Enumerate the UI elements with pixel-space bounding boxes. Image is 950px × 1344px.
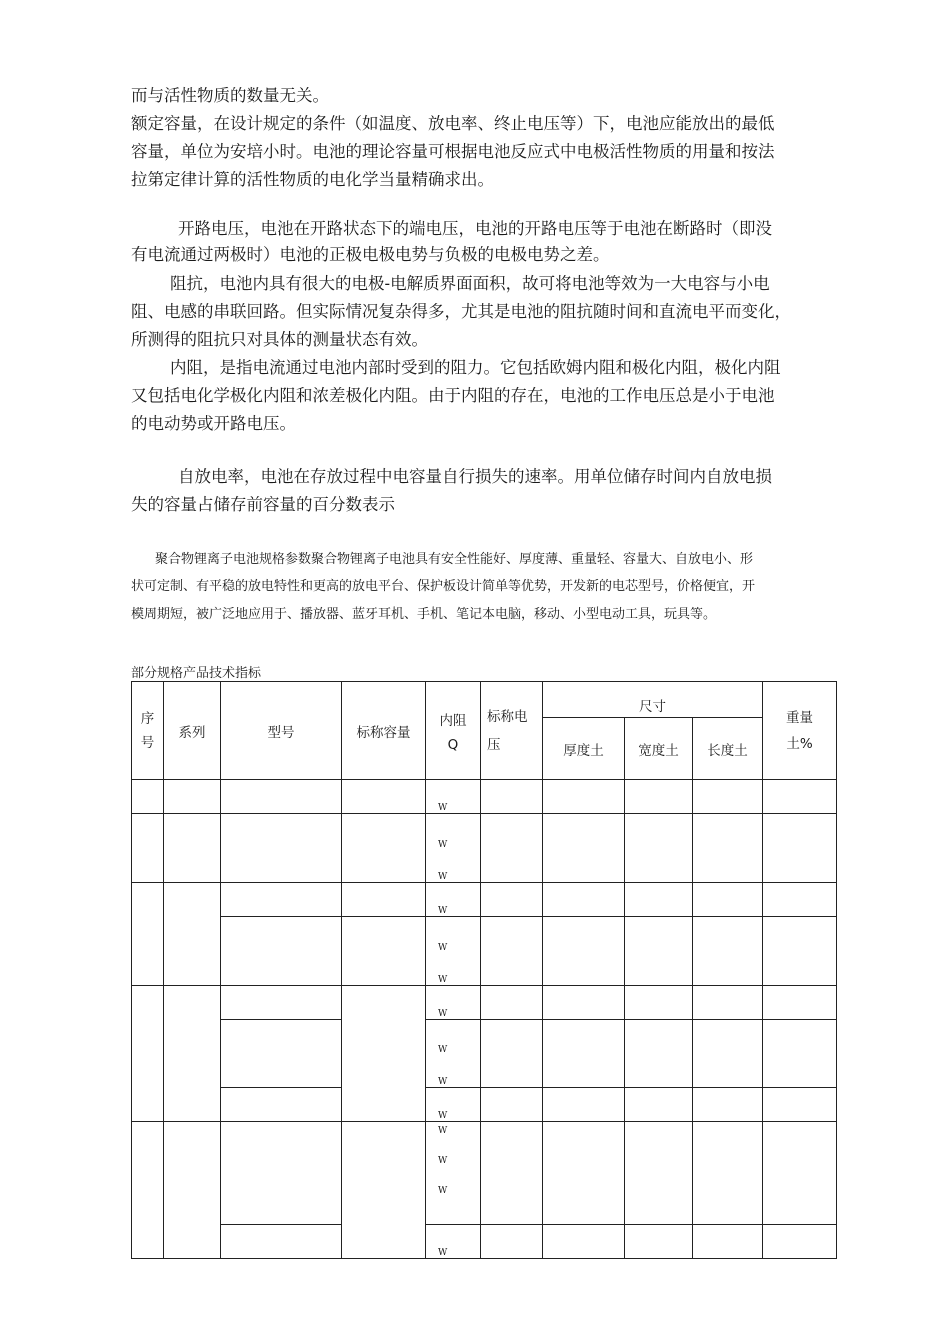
table-cell — [221, 1122, 342, 1225]
table-cell — [481, 917, 543, 986]
resistance-cell — [426, 1225, 481, 1259]
paragraph-5-line-1: 内阻，是指电流通过电池内部时受到的阻力。它包括欧姆内阻和极化内阻，极化内阻 — [170, 358, 781, 377]
table-cell — [221, 1225, 342, 1259]
table-caption: 部分规格产品技术指标 — [131, 666, 262, 681]
w-mark: W — [438, 1156, 448, 1166]
table-header-row-1 — [132, 682, 837, 718]
table-cell — [221, 1088, 342, 1122]
header-model: 型号 — [221, 682, 342, 780]
table-cell — [763, 780, 837, 814]
table-cell — [763, 986, 837, 1020]
table-cell — [342, 917, 426, 986]
table-cell — [132, 1122, 164, 1259]
table-cell — [693, 1020, 763, 1088]
table-cell — [481, 1020, 543, 1088]
table-cell — [132, 986, 164, 1122]
table-cell — [625, 1088, 693, 1122]
w-mark: W — [438, 1009, 448, 1019]
w-mark: W — [438, 840, 448, 850]
table-cell — [543, 917, 625, 986]
table-row — [132, 780, 837, 814]
table-cell — [543, 1020, 625, 1088]
paragraph-7-line-2: 状可定制、有平稳的放电特性和更高的放电平台、保护板设计简单等优势，开发新的电芯型号，价格便宜，开 — [131, 579, 756, 594]
table-cell — [342, 1122, 426, 1259]
table-cell — [693, 1225, 763, 1259]
header-weight: 重量 土% — [763, 682, 837, 780]
table-cell — [221, 814, 342, 883]
table-cell — [763, 814, 837, 883]
paragraph-6-line-1: 自放电率，电池在存放过程中电容量自行损失的速率。用单位储存时间内自放电损 — [178, 467, 772, 486]
table-cell — [481, 986, 543, 1020]
table-cell — [543, 1225, 625, 1259]
table-cell — [543, 780, 625, 814]
table-cell — [625, 814, 693, 883]
resistance-cell — [426, 1020, 481, 1088]
table-cell — [625, 1020, 693, 1088]
table-cell — [693, 814, 763, 883]
paragraph-4-line-3: 所测得的阻抗只对具体的测量状态有效。 — [131, 330, 428, 349]
paragraph-2-line-3: 拉第定律计算的活性物质的电化学当量精确求出。 — [131, 170, 494, 189]
header-seq: 序 号 — [132, 682, 164, 780]
table-row — [132, 1020, 837, 1088]
table-row — [132, 917, 837, 986]
table-cell — [342, 883, 426, 917]
table-cell — [693, 883, 763, 917]
table-cell — [625, 780, 693, 814]
resistance-cell — [426, 883, 481, 917]
w-mark: W — [438, 1111, 448, 1121]
resistance-cell — [426, 780, 481, 814]
table-cell — [481, 1225, 543, 1259]
table-cell — [221, 986, 342, 1020]
paragraph-1-line-1: 而与活性物质的数量无关。 — [131, 86, 329, 105]
table-cell — [543, 986, 625, 1020]
table-cell — [763, 883, 837, 917]
table-cell — [221, 917, 342, 986]
table-cell — [221, 883, 342, 917]
paragraph-5-line-3: 的电动势或开路电压。 — [131, 414, 296, 433]
table-cell — [164, 780, 221, 814]
w-mark: W — [438, 1126, 448, 1136]
table-cell — [763, 1225, 837, 1259]
table-row — [132, 1088, 837, 1122]
paragraph-4-line-2: 阻、电感的串联回路。但实际情况复杂得多，尤其是电池的阻抗随时间和直流电平而变化， — [131, 302, 791, 321]
table-cell — [625, 986, 693, 1020]
table-cell — [221, 780, 342, 814]
table-row — [132, 986, 837, 1020]
paragraph-5-line-2: 又包括电化学极化内阻和浓差极化内阻。由于内阻的存在，电池的工作电压总是小于电池 — [131, 386, 775, 405]
table-row — [132, 1122, 837, 1225]
paragraph-4-line-1: 阻抗，电池内具有很大的电极-电解质界面面积，故可将电池等效为一大电容与小电 — [170, 274, 770, 293]
w-mark: W — [438, 1077, 448, 1087]
header-voltage: 标称电 压 — [481, 682, 543, 780]
paragraph-3-line-1: 开路电压，电池在开路状态下的端电压，电池的开路电压等于电池在断路时（即没 — [178, 219, 772, 238]
spec-table — [131, 681, 837, 1259]
w-mark: W — [438, 906, 448, 916]
table-cell — [693, 780, 763, 814]
table-row — [132, 1225, 837, 1259]
table-cell — [625, 1122, 693, 1225]
table-cell — [543, 1122, 625, 1225]
table-cell — [481, 780, 543, 814]
table-cell — [342, 986, 426, 1122]
header-capacity: 标称容量 — [342, 682, 426, 780]
table-cell — [164, 1122, 221, 1259]
table-cell — [342, 780, 426, 814]
resistance-cell — [426, 917, 481, 986]
table-cell — [763, 917, 837, 986]
header-length: 长度土 — [693, 718, 763, 780]
table-cell — [543, 1088, 625, 1122]
header-thickness: 厚度土 — [543, 718, 625, 780]
resistance-cell — [426, 814, 481, 883]
table-cell — [543, 883, 625, 917]
table-cell — [164, 986, 221, 1122]
paragraph-2-line-1: 额定容量，在设计规定的条件（如温度、放电率、终止电压等）下，电池应能放出的最低 — [131, 114, 775, 133]
paragraph-7-line-3: 模周期短，被广泛地应用于、播放器、蓝牙耳机、手机、笔记本电脑，移动、小型电动工具，玩具等。 — [131, 607, 717, 622]
w-mark: W — [438, 1045, 448, 1055]
header-series: 系列 — [164, 682, 221, 780]
table-cell — [625, 917, 693, 986]
w-mark: W — [438, 943, 448, 953]
table-cell — [481, 814, 543, 883]
table-cell — [693, 1088, 763, 1122]
w-mark: W — [438, 872, 448, 882]
resistance-cell — [426, 1122, 481, 1225]
table-cell — [763, 1088, 837, 1122]
paragraph-2-line-2: 容量，单位为安培小时。电池的理论容量可根据电池反应式中电极活性物质的用量和按法 — [131, 142, 775, 161]
paragraph-3-line-2: 有电流通过两极时）电池的正极电极电势与负极的电极电势之差。 — [131, 245, 610, 264]
w-mark: W — [438, 1186, 448, 1196]
table-cell — [625, 883, 693, 917]
table-cell — [164, 883, 221, 986]
table-row — [132, 883, 837, 917]
table-cell — [164, 814, 221, 883]
resistance-cell — [426, 986, 481, 1020]
w-mark: W — [438, 803, 448, 813]
table-cell — [132, 780, 164, 814]
table-cell — [763, 1020, 837, 1088]
header-width: 宽度土 — [625, 718, 693, 780]
paragraph-6-line-2: 失的容量占储存前容量的百分数表示 — [131, 495, 395, 514]
table-cell — [693, 986, 763, 1020]
paragraph-7-line-1: 聚合物锂离子电池规格参数聚合物锂离子电池具有安全性能好、厚度薄、重量轻、容量大、自放电小、形 — [155, 552, 754, 567]
table-cell — [625, 1225, 693, 1259]
table-cell — [481, 1122, 543, 1225]
table-cell — [763, 1122, 837, 1225]
header-resistance: 内阻 Q — [426, 682, 481, 780]
table-cell — [132, 883, 164, 986]
table-cell — [132, 814, 164, 883]
w-mark: W — [438, 975, 448, 985]
table-cell — [221, 1020, 342, 1088]
table-row — [132, 814, 837, 883]
resistance-cell — [426, 1088, 481, 1122]
table-cell — [693, 1122, 763, 1225]
w-mark: W — [438, 1248, 448, 1258]
header-size: 尺寸 — [543, 682, 763, 718]
table-cell — [543, 814, 625, 883]
table-cell — [481, 1088, 543, 1122]
table-cell — [342, 814, 426, 883]
table-cell — [693, 917, 763, 986]
table-cell — [481, 883, 543, 917]
